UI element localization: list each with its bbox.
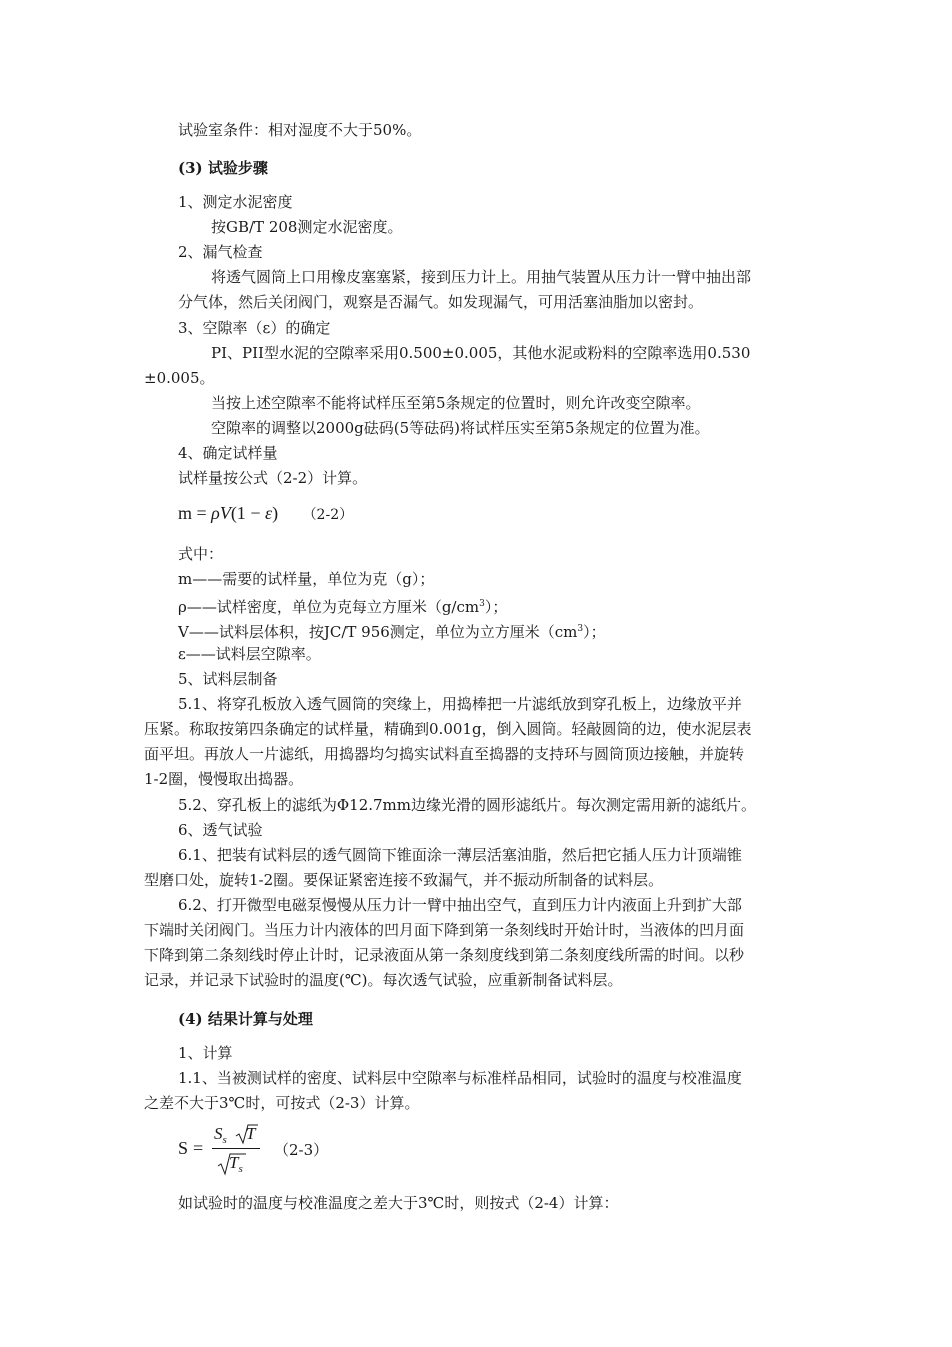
definition-epsilon: ε——试料层空隙率。 xyxy=(178,645,321,663)
paragraph-line: 之差不大于3℃时，可按式（2-3）计算。 xyxy=(144,1094,420,1112)
step-heading-calc: 1、计算 xyxy=(178,1044,233,1062)
definition-rho xyxy=(178,594,507,617)
paragraph-line: 式中： xyxy=(178,545,224,563)
formula-symbol: ρ xyxy=(211,503,220,523)
formula-2-2 xyxy=(178,503,353,524)
paragraph-line: 下端时关闭阀门。当压力计内液体的凹月面下降到第一条刻线时开始计时，当液体的凹月面 xyxy=(144,921,745,939)
paragraph-line: PI、PII型水泥的空隙率采用0.500±0.005，其他水泥或粉料的空隙率选用0.530 xyxy=(211,344,751,362)
definition-m: m——需要的试样量，单位为克（g）； xyxy=(178,570,435,588)
formula-number: （2-2） xyxy=(302,507,354,523)
paragraph-line: 5.1、将穿孔板放入透气圆筒的突缘上，用捣棒把一片滤纸放到穿孔板上，边缘放平并 xyxy=(178,695,742,713)
paragraph-line: 6.2、打开微型电磁泵慢慢从压力计一臂中抽出空气，直到压力计内液面上升到扩大部 xyxy=(178,896,742,914)
formula-symbol: ) xyxy=(272,503,279,523)
section-heading-steps: (3) 试验步骤 xyxy=(178,159,268,177)
step-heading-1: 1、测定水泥密度 xyxy=(178,193,293,211)
paragraph-line: 如试验时的温度与校准温度之差大于3℃时，则按式（2-4）计算： xyxy=(178,1194,619,1212)
formula-number: （2-3） xyxy=(274,1141,329,1159)
fraction-denominator xyxy=(229,1153,243,1175)
lab-condition-line: 试验室条件：相对湿度不大于50%。 xyxy=(178,121,422,139)
superscript: 3 xyxy=(479,599,485,609)
definition-text: ρ——试样密度，单位为克每立方厘米（g/cm xyxy=(178,598,480,616)
paragraph-line: 分气体，然后关闭阀门，观察是否漏气。如发现漏气，可用活塞油脂加以密封。 xyxy=(178,293,704,311)
definition-text: ）； xyxy=(583,623,606,641)
paragraph-line: 面平坦。再放人一片滤纸，用捣器均匀捣实试料直至捣器的支持环与圆筒顶边接触，并旋转 xyxy=(144,745,745,763)
formula-symbol: = xyxy=(193,1138,204,1158)
paragraph-line: 1.1、当被测试样的密度、试料层中空隙率与标准样品相同，试验时的温度与校准温度 xyxy=(178,1069,742,1087)
definition-text: V——试料层体积，按JC/T 956测定，单位为立方厘米（cm xyxy=(178,623,578,641)
paragraph-line: 按GB/T 208测定水泥密度。 xyxy=(211,218,403,236)
step-heading-2: 2、漏气检查 xyxy=(178,243,263,261)
formula-symbol: S xyxy=(214,1124,223,1143)
formula-symbol: T xyxy=(229,1153,239,1172)
subscript: s xyxy=(238,1163,243,1175)
paragraph-line: 当按上述空隙率不能将试样压至第5条规定的位置时，则允许改变空隙率。 xyxy=(211,394,701,412)
subscript: s xyxy=(222,1134,227,1146)
paragraph-line: 记录，并记录下试验时的温度(℃)。每次透气试验，应重新制备试料层。 xyxy=(144,971,623,989)
paragraph-line: ±0.005。 xyxy=(144,369,215,387)
formula-symbol: S xyxy=(178,1138,189,1158)
step-heading-4: 4、确定试样量 xyxy=(178,444,278,462)
paragraph-line: 试样量按公式（2-2）计算。 xyxy=(178,469,368,487)
step-heading-6: 6、透气试验 xyxy=(178,821,263,839)
step-heading-3: 3、空隙率（ε）的确定 xyxy=(178,319,331,337)
paragraph-line: 将透气圆筒上口用橡皮塞塞紧，接到压力计上。用抽气装置从压力计一臂中抽出部 xyxy=(211,268,752,286)
fraction-bar xyxy=(212,1148,260,1149)
paragraph-line: 下降到第二条刻线时停止计时，记录液面从第一条刻度线到第二条刻度线所需的时间。以秒 xyxy=(144,946,745,964)
step-heading-5: 5、试料层制备 xyxy=(178,670,278,688)
paragraph-line: 5.2、穿孔板上的滤纸为Φ12.7mm边缘光滑的圆形滤纸片。每次测定需用新的滤纸片。 xyxy=(178,796,757,814)
formula-symbol: V xyxy=(219,503,231,523)
paragraph-line: 型磨口处，旋转1-2圈。要保证紧密连接不致漏气，并不振动所制备的试料层。 xyxy=(144,871,664,889)
formula-symbol: ε xyxy=(264,503,273,523)
paragraph-line: 空隙率的调整以2000g砝码(5等砝码)将试样压实至第5条规定的位置为准。 xyxy=(211,419,710,437)
definition-v xyxy=(178,619,606,642)
definition-text: ）； xyxy=(484,598,508,616)
formula-symbol: T xyxy=(246,1124,256,1143)
paragraph-line: 压紧。称取按第四条确定的试样量，精确到0.001g，倒入圆筒。轻敲圆筒的边，使水泥层表 xyxy=(144,720,752,738)
section-heading-results: (4) 结果计算与处理 xyxy=(178,1010,313,1028)
formula-symbol: = xyxy=(196,503,207,523)
formula-symbol: (1 xyxy=(230,503,246,523)
formula-symbol: − xyxy=(250,503,261,523)
superscript: 3 xyxy=(577,624,584,634)
paragraph-line: 6.1、把装有试料层的透气圆筒下锥面涂一薄层活塞油脂，然后把它插人压力计顶端锥 xyxy=(178,846,742,864)
paragraph-line: 1-2圈，慢慢取出捣器。 xyxy=(144,770,304,788)
fraction-numerator xyxy=(214,1124,227,1146)
formula-symbol: m xyxy=(178,503,193,523)
